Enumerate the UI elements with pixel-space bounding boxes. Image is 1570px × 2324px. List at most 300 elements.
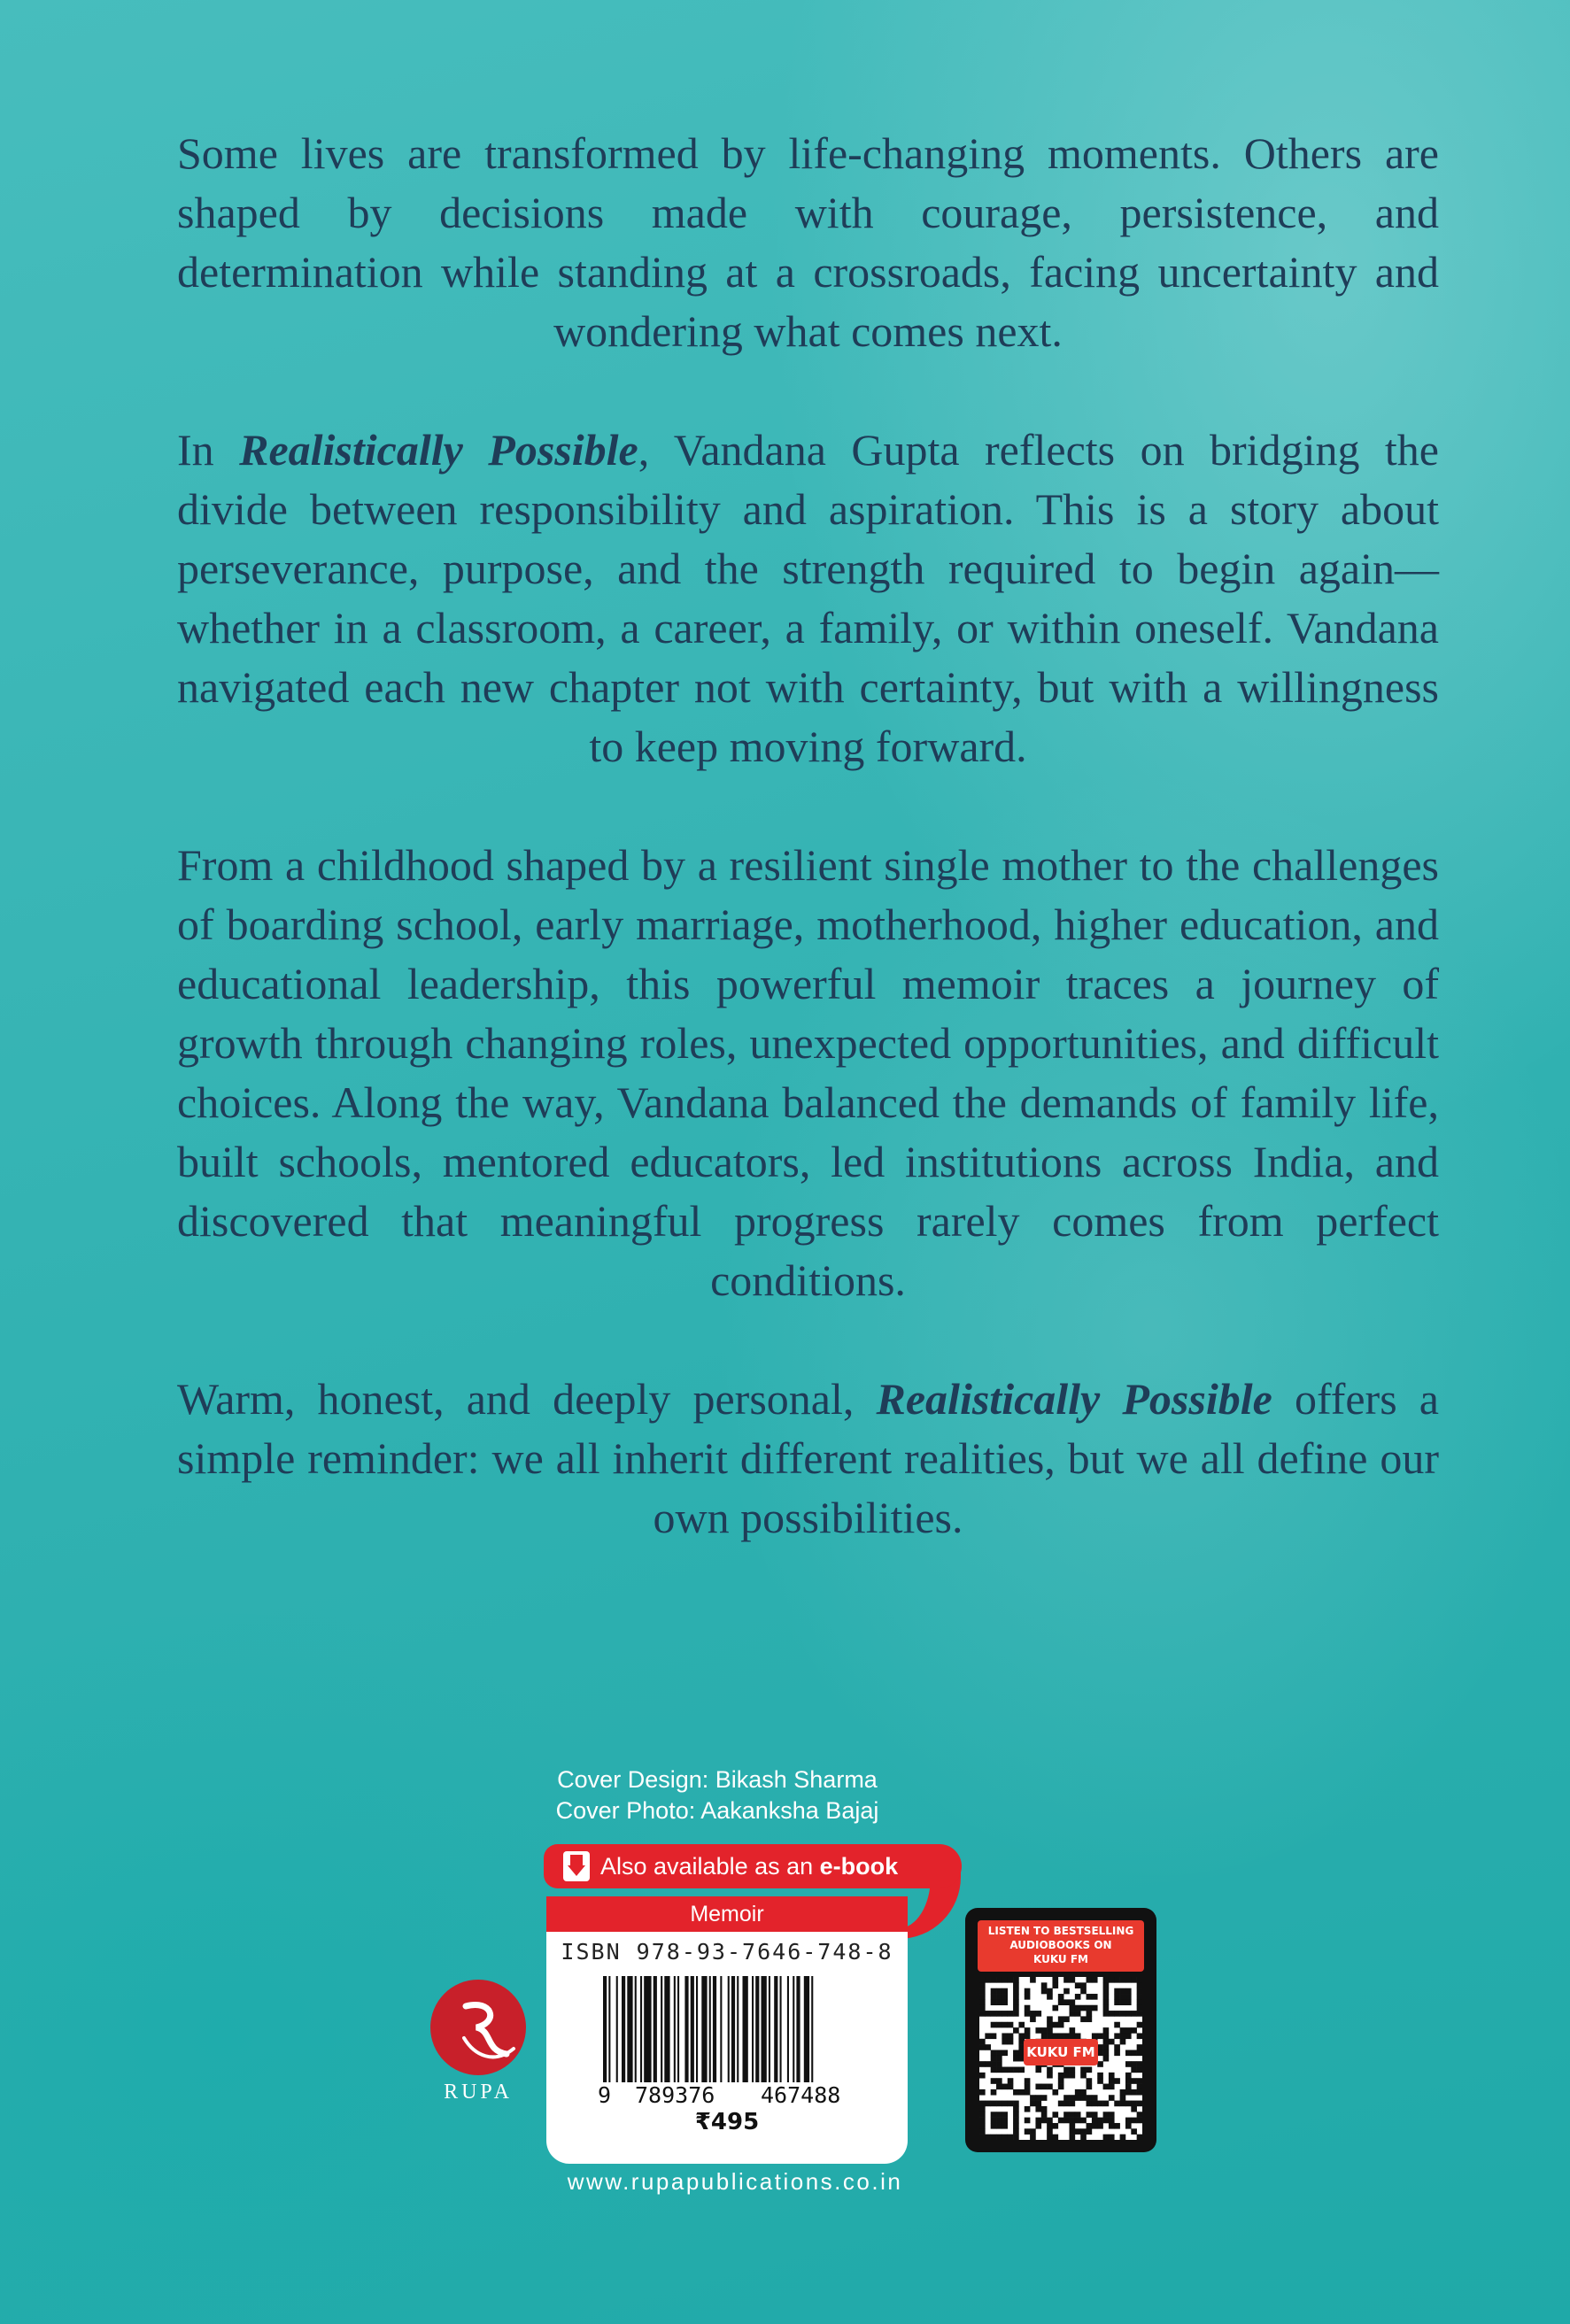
- qr-module: [1070, 2073, 1076, 2079]
- qr-module: [1002, 2101, 1008, 2107]
- qr-module: [1002, 1999, 1008, 2005]
- qr-module: [1087, 2067, 1093, 2073]
- qr-module: [979, 2135, 986, 2140]
- qr-module: [1109, 2078, 1115, 2084]
- qr-module: [996, 2112, 1002, 2118]
- barcode-bar: [811, 1976, 813, 2082]
- qr-module: [991, 2078, 997, 2084]
- qr-module: [1013, 1988, 1019, 1995]
- qr-module: [1103, 2039, 1110, 2045]
- qr-module: [1008, 2011, 1014, 2017]
- qr-module: [1058, 2073, 1064, 2079]
- qr-module: [1092, 2123, 1098, 2129]
- qr-module: [1114, 2101, 1120, 2107]
- blurb-paragraph-1-text: Some lives are transformed by life-changing moments. Others are shaped by decisions made with courage, persistence, and determination while standing at a crossroads, facing uncertainty and wondering what comes next.: [177, 128, 1439, 356]
- qr-module: [1080, 2128, 1087, 2135]
- qr-module: [1092, 2095, 1098, 2101]
- qr-module: [1080, 2089, 1087, 2096]
- qr-module: [1131, 2101, 1137, 2107]
- qr-module: [1137, 1982, 1142, 1988]
- publisher-name: RUPA: [444, 2081, 513, 2104]
- qr-module: [1058, 2078, 1064, 2084]
- qr-module: [1120, 2027, 1126, 2034]
- barcode-bar: [737, 1976, 739, 2082]
- qr-module: [1075, 2011, 1081, 2017]
- qr-module: [1047, 2084, 1053, 2090]
- qr-module: [1109, 2123, 1115, 2129]
- qr-module: [1103, 2033, 1110, 2039]
- qr-module: [1114, 1977, 1120, 1983]
- qr-module: [1063, 2112, 1070, 2118]
- qr-module: [1041, 2112, 1048, 2118]
- barcode-bar: [640, 1976, 642, 2082]
- qr-module: [991, 1994, 997, 2000]
- barcode-first-digit: 9: [598, 2082, 612, 2108]
- qr-module: [1025, 2089, 1031, 2096]
- qr-module: [985, 2033, 991, 2039]
- barcode-bar: [713, 1976, 716, 2082]
- qr-module: [991, 2123, 997, 2129]
- qr-module: [1008, 2084, 1014, 2090]
- qr-module: [1103, 1999, 1110, 2005]
- qr-module: [1002, 2022, 1008, 2028]
- qr-module: [1137, 1999, 1142, 2005]
- qr-module: [985, 2135, 991, 2140]
- qr-module: [1052, 2005, 1058, 2011]
- download-icon: [563, 1851, 590, 1881]
- barcode-bar: [684, 1976, 688, 2082]
- qr-module: [1080, 1988, 1087, 1995]
- qr-module: [996, 2101, 1002, 2107]
- qr-module: [1109, 2073, 1115, 2079]
- qr-module: [1058, 2022, 1064, 2028]
- qr-module: [1087, 2016, 1093, 2022]
- qr-module: [1097, 2061, 1103, 2067]
- qr-module: [1041, 1982, 1048, 1988]
- qr-module: [1137, 2084, 1142, 2090]
- qr-module: [1008, 2033, 1014, 2039]
- barcode-bar: [661, 1976, 662, 2082]
- qr-module: [1092, 2112, 1098, 2118]
- barcode-bar: [762, 1976, 767, 2082]
- qr-module: [996, 1988, 1002, 1995]
- qr-module: [1125, 1977, 1132, 1983]
- qr-module: [979, 2089, 986, 2096]
- qr-module: [1070, 1999, 1076, 2005]
- qr-module: [991, 2135, 997, 2140]
- qr-module: [985, 2044, 991, 2050]
- qr-module: [1109, 2135, 1115, 2140]
- barcode-bar: [622, 1976, 625, 2082]
- qr-module: [1103, 1982, 1110, 1988]
- qr-module: [1030, 2128, 1036, 2135]
- qr-module: [1070, 1977, 1076, 1983]
- qr-module: [991, 2112, 997, 2118]
- qr-module: [1013, 1994, 1019, 2000]
- qr-module: [1063, 2101, 1070, 2107]
- qr-module: [1131, 2106, 1137, 2112]
- blurb-p4-body: offers a simple reminder: we all inherit different realities, but we all define our own possibilities.: [177, 1374, 1439, 1542]
- barcode-bar: [804, 1976, 809, 2082]
- qr-module: [1035, 2118, 1041, 2124]
- qr-module: [996, 2135, 1002, 2140]
- qr-module: [1109, 2118, 1115, 2124]
- qr-module: [1018, 2067, 1025, 2073]
- qr-module: [1131, 2061, 1137, 2067]
- qr-module: [979, 2005, 986, 2011]
- qr-module: [996, 2050, 1002, 2056]
- qr-module: [1070, 2101, 1076, 2107]
- qr-module: [1097, 2118, 1103, 2124]
- qr-module: [979, 1977, 986, 1983]
- barcode-bar: [720, 1976, 722, 2082]
- qr-module: [1013, 1982, 1019, 1988]
- qr-module: [1080, 2073, 1087, 2079]
- qr-module: [1087, 2005, 1093, 2011]
- qr-module: [1114, 2011, 1120, 2017]
- qr-module: [1002, 2050, 1008, 2056]
- qr-module: [1047, 2073, 1053, 2079]
- qr-module: [1087, 1977, 1093, 1983]
- qr-module: [1018, 2089, 1025, 2096]
- qr-module: [1120, 2135, 1126, 2140]
- qr-module: [1047, 2016, 1053, 2022]
- blurb-paragraph-3-text: From a childhood shaped by a resilient single mother to the challenges of boarding school, early marriage, motherhood, higher education, and educational leadership, this powerful memoir traces a journey of growth through changing roles, unexpected opportunities, and difficult choices. Along the way, Vandana balanced the demands of family life, built schools, mentored educators, led institutions across India, and discovered that meaningful progress rarely comes from perfect conditions.: [177, 840, 1439, 1305]
- qr-module: [1125, 2078, 1132, 2084]
- qr-module: [1002, 2123, 1008, 2129]
- qr-module: [979, 2128, 986, 2135]
- rupa-logo-mark: [430, 1980, 526, 2075]
- qr-module: [1080, 2005, 1087, 2011]
- cover-design-credit: Cover Design: Bikash Sharma: [557, 1766, 878, 1793]
- qr-module: [1047, 2128, 1053, 2135]
- kuku-line-3: KUKU FM: [1033, 1953, 1088, 1965]
- qr-module: [1087, 2128, 1093, 2135]
- qr-module: [1025, 2118, 1031, 2124]
- barcode-bar: [696, 1976, 698, 2082]
- qr-module: [1070, 2027, 1076, 2034]
- barcode-bar: [644, 1976, 651, 2082]
- qr-module: [985, 2101, 991, 2107]
- qr-module: [1063, 2016, 1070, 2022]
- qr-module: [1002, 2112, 1008, 2118]
- qr-module: [1013, 1999, 1019, 2005]
- qr-module: [1075, 1994, 1081, 2000]
- kuku-line-1: LISTEN TO BESTSELLING: [987, 1925, 1134, 1937]
- blurb-paragraph-4: [177, 1370, 1439, 1548]
- qr-module: [1063, 2067, 1070, 2073]
- barcode-bar: [752, 1976, 754, 2082]
- qr-module: [1013, 2089, 1019, 2096]
- barcode-bar: [728, 1976, 730, 2082]
- qr-module: [1125, 1994, 1132, 2000]
- barcode-right-group: 467488: [761, 2082, 841, 2108]
- qr-module: [1008, 1977, 1014, 1983]
- qr-module: [1013, 2118, 1019, 2124]
- qr-module: [1103, 1977, 1110, 1983]
- qr-module: [1097, 2073, 1103, 2079]
- qr-module: [1047, 2118, 1053, 2124]
- barcode-bar: [755, 1976, 759, 2082]
- qr-module: [1125, 1988, 1132, 1995]
- qr-module: [1013, 2067, 1019, 2073]
- qr-module: [1058, 2101, 1064, 2107]
- barcode-bar: [796, 1976, 800, 2082]
- qr-module: [1097, 2123, 1103, 2129]
- barcode-bar: [654, 1976, 657, 2082]
- qr-module: [1131, 2067, 1137, 2073]
- qr-module: [1103, 2118, 1110, 2124]
- qr-module: [1080, 2135, 1087, 2140]
- qr-module: [1075, 2118, 1081, 2124]
- qr-module: [1137, 1988, 1142, 1995]
- qr-module: [996, 1994, 1002, 2000]
- qr-module: [1087, 2011, 1093, 2017]
- qr-module: [1002, 2067, 1008, 2073]
- qr-module: [1047, 2022, 1053, 2028]
- qr-module: [1131, 2027, 1137, 2034]
- qr-module: [1087, 1994, 1093, 2000]
- qr-module: [1109, 2084, 1115, 2090]
- barcode-bar: [787, 1976, 789, 2082]
- qr-module: [979, 2112, 986, 2118]
- cover-credits: [443, 1764, 992, 1826]
- qr-module: [1137, 1977, 1142, 1983]
- qr-module: [1063, 2073, 1070, 2079]
- qr-module: [1103, 2011, 1110, 2017]
- qr-module: [996, 1999, 1002, 2005]
- qr-module: [1013, 2123, 1019, 2129]
- qr-module: [979, 2039, 986, 2045]
- blurb-paragraph-3: [177, 836, 1439, 1310]
- barcode-bar: [743, 1976, 748, 2082]
- qr-module: [1052, 2089, 1058, 2096]
- qr-module: [991, 2067, 997, 2073]
- qr-module: [1075, 1982, 1081, 1988]
- qr-module: [1002, 1988, 1008, 1995]
- qr-module: [1008, 2135, 1014, 2140]
- qr-module: [1041, 2106, 1048, 2112]
- qr-module: [1013, 2005, 1019, 2011]
- qr-module: [1008, 2101, 1014, 2107]
- qr-module: [979, 1999, 986, 2005]
- rupa-logo: [430, 1980, 526, 2075]
- qr-module: [1120, 1994, 1126, 2000]
- qr-module: [1035, 2027, 1041, 2034]
- qr-module: [1070, 2128, 1076, 2135]
- qr-module: [979, 2123, 986, 2129]
- qr-module: [1120, 2101, 1126, 2107]
- qr-module: [1070, 2095, 1076, 2101]
- qr-module: [979, 2061, 986, 2067]
- qr-module: [1035, 2011, 1041, 2017]
- qr-module: [1087, 2084, 1093, 2090]
- qr-module: [1103, 2112, 1110, 2118]
- qr-module: [1070, 2067, 1076, 2073]
- qr-module: [1125, 2033, 1132, 2039]
- qr-module: [1103, 2101, 1110, 2107]
- qr-module: [996, 2022, 1002, 2028]
- qr-module: [1002, 1977, 1008, 1983]
- qr-module: [1097, 2050, 1103, 2056]
- qr-module: [1114, 1988, 1120, 1995]
- barcode-bar: [793, 1976, 794, 2082]
- qr-module: [1087, 2101, 1093, 2107]
- qr-module: [1137, 2112, 1142, 2118]
- qr-module: [1087, 2095, 1093, 2101]
- qr-module: [1013, 2011, 1019, 2017]
- qr-module: [1030, 2011, 1036, 2017]
- qr-module: [1120, 2011, 1126, 2017]
- qr-module: [1125, 2084, 1132, 2090]
- qr-module: [1002, 2084, 1008, 2090]
- qr-module: [1125, 2118, 1132, 2124]
- qr-module: [991, 2056, 997, 2062]
- qr-module: [1030, 1977, 1036, 1983]
- qr-module: [985, 1977, 991, 1983]
- barcode-bar: [616, 1976, 618, 2082]
- qr-module: [1008, 2067, 1014, 2073]
- qr-module: [1058, 1994, 1064, 2000]
- qr-module: [1092, 1994, 1098, 2000]
- qr-module: [1063, 1999, 1070, 2005]
- qr-module: [1109, 2011, 1115, 2017]
- qr-module: [1131, 2050, 1137, 2056]
- qr-module: [1070, 2011, 1076, 2017]
- qr-module: [979, 2106, 986, 2112]
- barcode-bar: [701, 1976, 707, 2082]
- blurb-paragraph-1: [177, 124, 1439, 361]
- qr-module: [1035, 2106, 1041, 2112]
- qr-module: [1018, 2022, 1025, 2028]
- qr-module: [1025, 2128, 1031, 2135]
- qr-module: [1035, 2123, 1041, 2129]
- qr-module: [1013, 2101, 1019, 2107]
- qr-module: [1087, 2078, 1093, 2084]
- qr-module: [1025, 1994, 1031, 2000]
- qr-module: [1103, 2050, 1110, 2056]
- qr-module: [1087, 2123, 1093, 2129]
- qr-module: [1052, 1982, 1058, 1988]
- ebook-bold-text: e-book: [819, 1853, 899, 1880]
- qr-module: [1109, 2039, 1115, 2045]
- qr-module: [1008, 2022, 1014, 2028]
- barcode-bar: [774, 1976, 777, 2082]
- barcode-left-group: 789376: [635, 2082, 715, 2108]
- qr-module: [991, 2101, 997, 2107]
- book-title-inline: Realistically Possible: [239, 425, 638, 475]
- qr-module: [1008, 2078, 1014, 2084]
- qr-module: [1035, 2084, 1041, 2090]
- qr-module: [1125, 2123, 1132, 2129]
- kuku-fm-logo: KUKU FM: [1024, 2039, 1098, 2065]
- qr-module: [1137, 2089, 1142, 2096]
- qr-module: [979, 1994, 986, 2000]
- qr-module: [1030, 2101, 1036, 2107]
- qr-module: [996, 2084, 1002, 2090]
- qr-module: [1080, 1982, 1087, 1988]
- barcode-bar: [664, 1976, 669, 2082]
- qr-module: [1137, 2005, 1142, 2011]
- qr-module: [991, 2022, 997, 2028]
- qr-module: [1137, 2078, 1142, 2084]
- qr-module: [979, 2011, 986, 2017]
- qr-module: [1002, 2135, 1008, 2140]
- barcode-bar: [769, 1976, 770, 2082]
- qr-module: [1137, 2050, 1142, 2056]
- barcode-bars: [576, 1976, 878, 2082]
- qr-module: [1013, 2112, 1019, 2118]
- back-cover-blurb: [177, 124, 1439, 1607]
- qr-module: [996, 2078, 1002, 2084]
- qr-module: [1041, 2027, 1048, 2034]
- cover-photo-credit: Cover Photo: Aakanksha Bajaj: [555, 1797, 879, 1824]
- qr-module: [1025, 2084, 1031, 2090]
- qr-module: [985, 2061, 991, 2067]
- qr-module: [1002, 2039, 1008, 2045]
- qr-module: [991, 2118, 997, 2124]
- qr-module: [1070, 2118, 1076, 2124]
- qr-module: [1092, 2101, 1098, 2107]
- qr-module: [1002, 2033, 1008, 2039]
- qr-module: [991, 2061, 997, 2067]
- qr-module: [1109, 2112, 1115, 2118]
- qr-module: [1092, 2118, 1098, 2124]
- kuku-fm-header: [978, 1920, 1144, 1972]
- qr-module: [1137, 2033, 1142, 2039]
- qr-module: [996, 2123, 1002, 2129]
- ebook-label: [600, 1844, 898, 1888]
- qr-module: [1025, 2011, 1031, 2017]
- qr-module: [996, 2011, 1002, 2017]
- qr-module: [1008, 2039, 1014, 2045]
- blurb-paragraph-2: [177, 421, 1439, 776]
- qr-module: [1030, 2016, 1036, 2022]
- qr-module: [1063, 2095, 1070, 2101]
- qr-module: [1002, 2118, 1008, 2124]
- qr-module: [1052, 2135, 1058, 2140]
- qr-module: [1075, 2128, 1081, 2135]
- qr-module: [996, 2067, 1002, 2073]
- blurb-p2-lead: In: [177, 425, 240, 475]
- qr-module: [1075, 2112, 1081, 2118]
- qr-module: [1137, 2118, 1142, 2124]
- qr-module: [996, 2056, 1002, 2062]
- qr-module: [1103, 1994, 1110, 2000]
- qr-module: [1052, 2022, 1058, 2028]
- qr-module: [1103, 2056, 1110, 2062]
- qr-module: [1125, 2073, 1132, 2079]
- qr-module: [1025, 1988, 1031, 1995]
- qr-module: [1114, 2044, 1120, 2050]
- qr-module: [1047, 1988, 1053, 1995]
- qr-module: [1097, 2101, 1103, 2107]
- qr-module: [1047, 1994, 1053, 2000]
- qr-module: [1103, 2044, 1110, 2050]
- barcode-panel: [546, 1896, 908, 2164]
- qr-module: [1137, 2061, 1142, 2067]
- qr-module: [1041, 2118, 1048, 2124]
- qr-module: [1103, 1988, 1110, 1995]
- qr-module: [1025, 2027, 1031, 2034]
- qr-module: [1058, 2084, 1064, 2090]
- barcode-bar: [603, 1976, 607, 2082]
- qr-module: [1092, 1977, 1098, 1983]
- qr-module: [1070, 2112, 1076, 2118]
- qr-module: [979, 1988, 986, 1995]
- qr-module: [1120, 2033, 1126, 2039]
- qr-module: [1075, 2089, 1081, 2096]
